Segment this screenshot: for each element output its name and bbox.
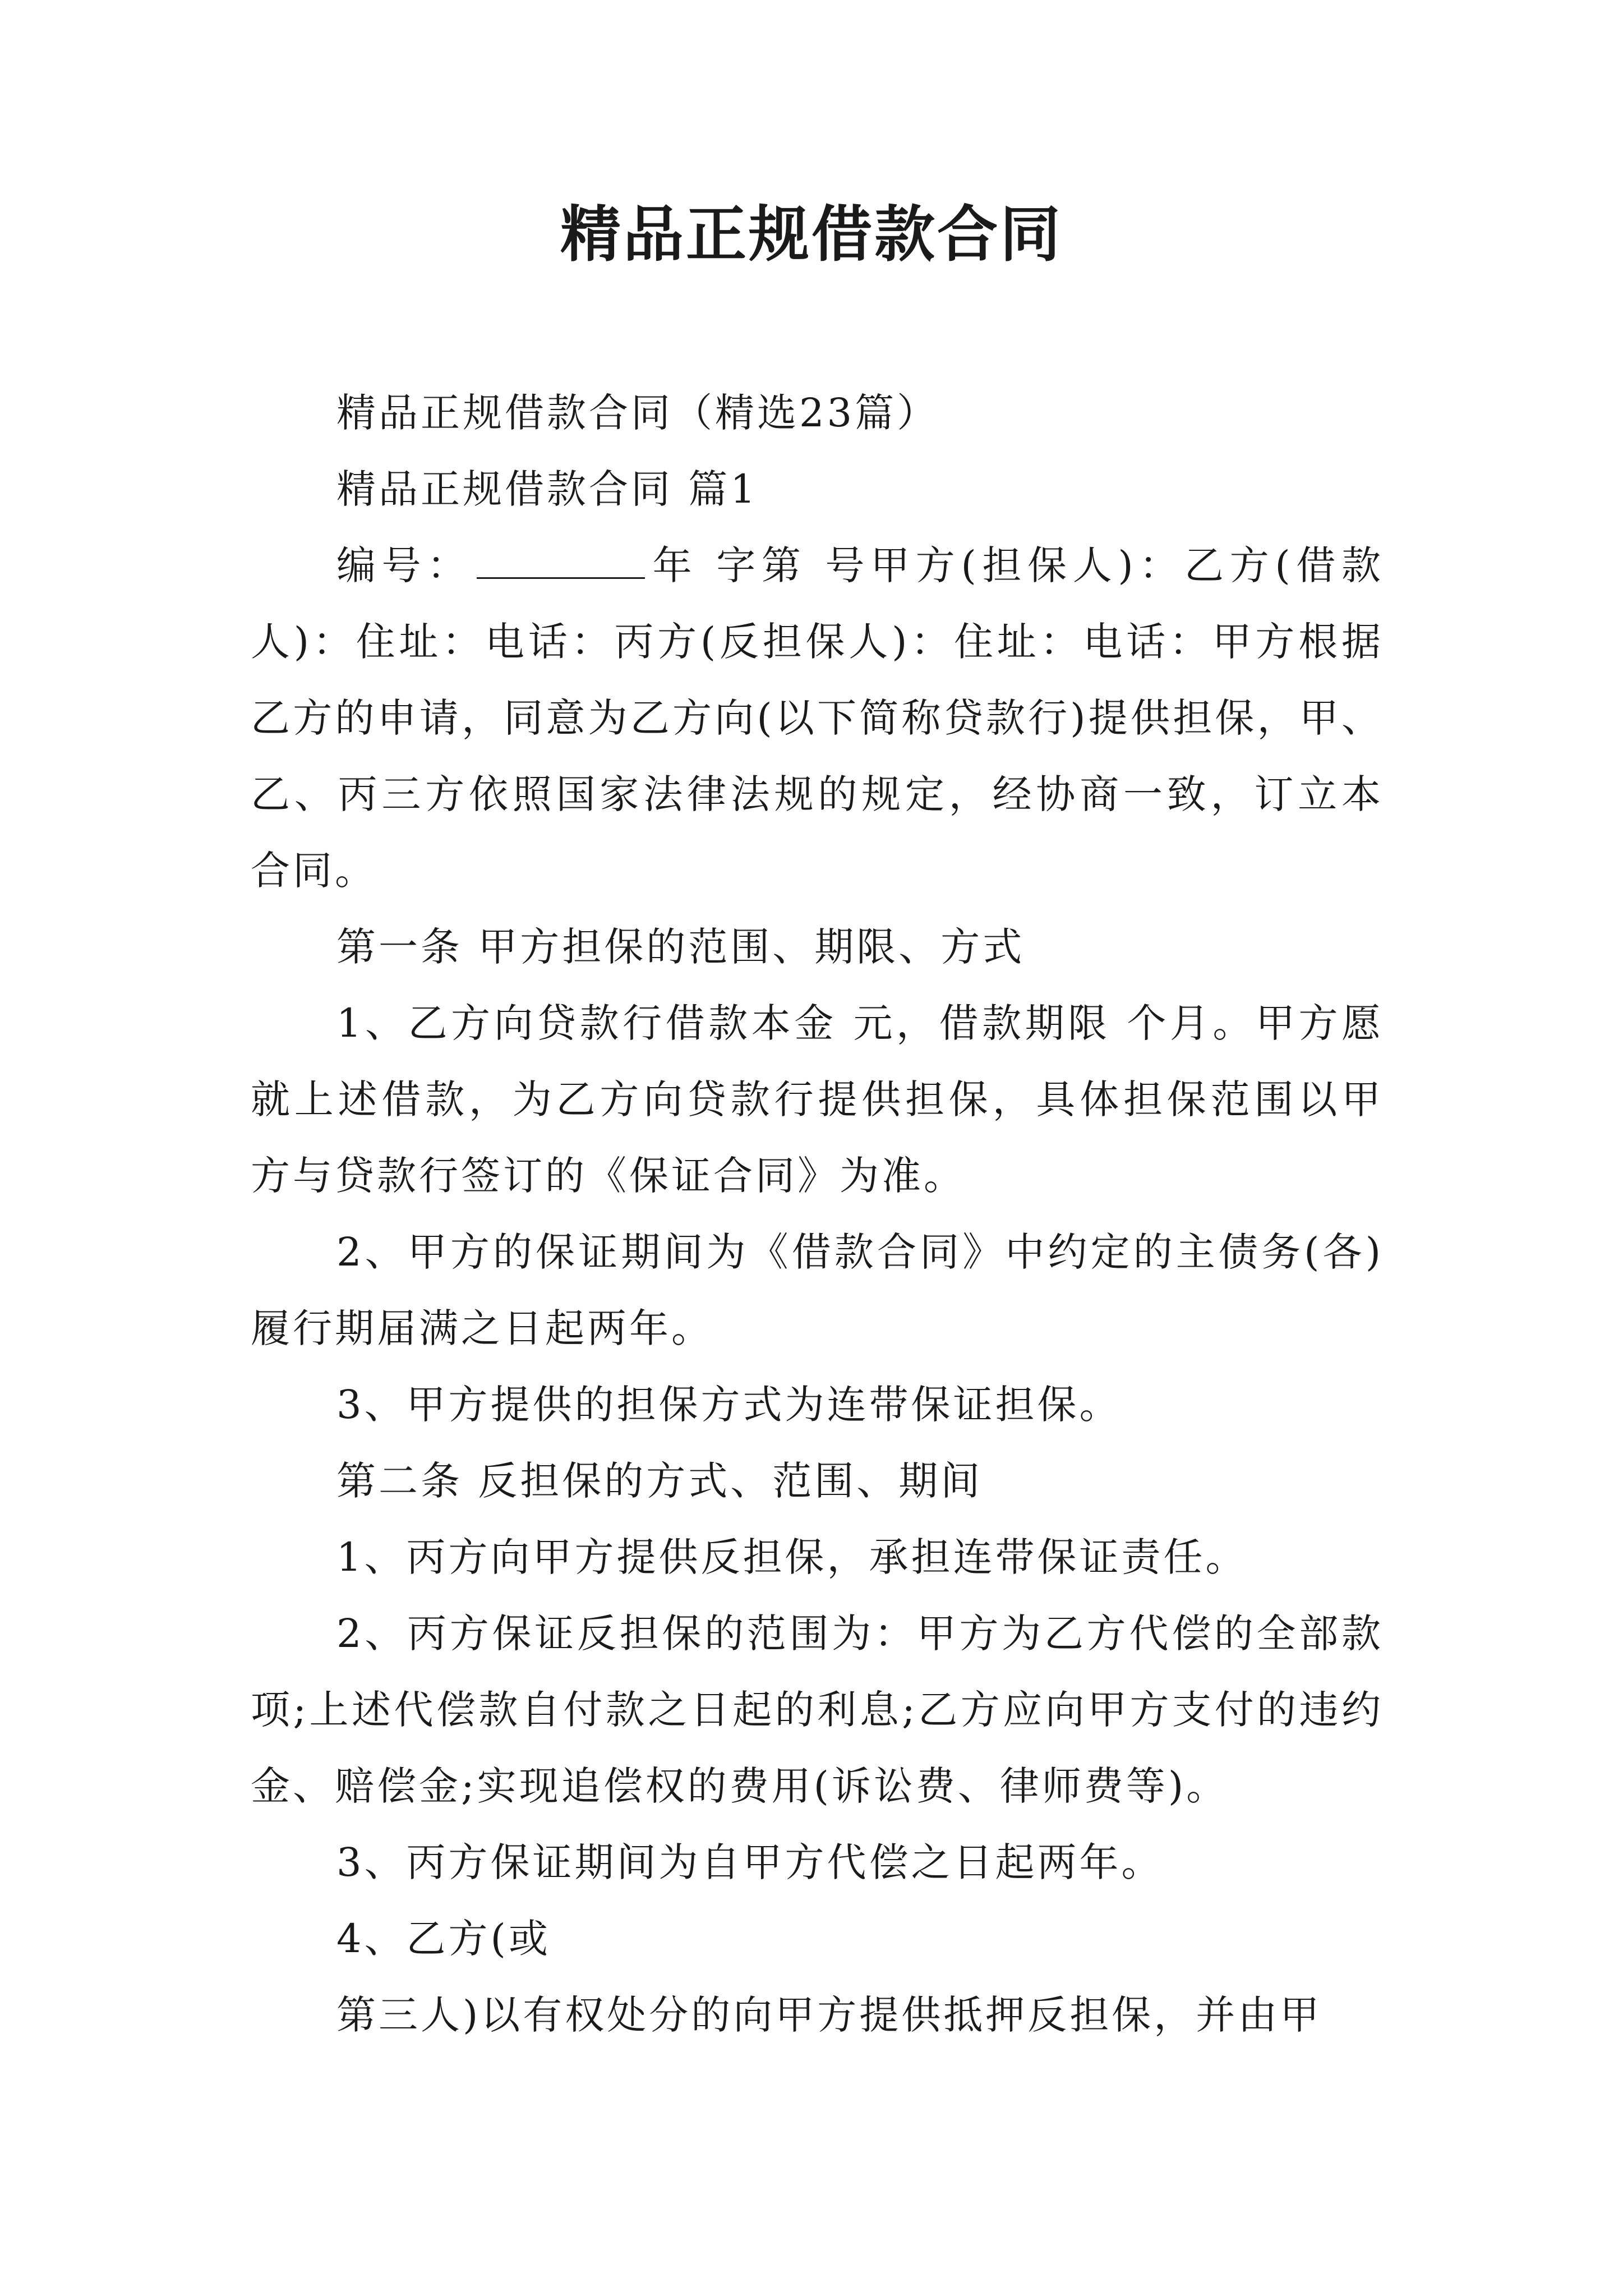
paragraph-section-heading: 精品正规借款合同 篇1 [336,466,758,512]
document-body [251,375,1384,2053]
clause-2-item-3: 3、丙方保证期间为自甲方代偿之日起两年。 [336,1839,1164,1885]
document-title: 精品正规借款合同 [560,199,1063,270]
number-line-text: 年 字第 号甲方(担保人)：乙方(借款人)：住址：电话：丙方(反担保人)：住址：电话：甲方根据乙方的申请，同意为乙方向(以下简称贷款行)提供担保，甲、乙、丙三方依照国家法律法规的规定，经协商一致，订立本合同。 [251,542,1384,894]
clause-1-item-3: 3、甲方提供的担保方式为连带保证担保。 [336,1382,1122,1428]
clause-2-item-1: 1、丙方向甲方提供反担保，承担连带保证责任。 [336,1534,1248,1580]
clause-2-heading: 第二条 反担保的方式、范围、期间 [336,1458,983,1504]
clause-2-item-4-continued: 第三人)以有权处分的向甲方提供抵押反担保，并由甲 [336,1992,1322,2038]
number-label: 编号： [336,542,472,588]
clause-2-item-4: 4、乙方(或 [336,1916,551,1962]
clause-1-item-2: 2、甲方的保证期间为《借款合同》中约定的主债务(各)履行期届满之日起两年。 [251,1229,1384,1351]
paragraph-subtitle: 精品正规借款合同（精选23篇） [336,390,939,436]
paragraph-number-line [251,527,1384,909]
number-blank-line [477,544,645,579]
clause-1-item-1: 1、乙方向贷款行借款本金 元，借款期限 个月。甲方愿就上述借款，为乙方向贷款行提供担保，具体担保范围以甲方与贷款行签订的《保证合同》为准。 [251,1000,1384,1199]
clause-1-heading: 第一条 甲方担保的范围、期限、方式 [336,924,1025,970]
clause-2-item-2: 2、丙方保证反担保的范围为：甲方为乙方代偿的全部款项;上述代偿款自付款之日起的利息;乙方应向甲方支付的违约金、赔偿金;实现追偿权的费用(诉讼费、律师费等)。 [251,1611,1384,1809]
